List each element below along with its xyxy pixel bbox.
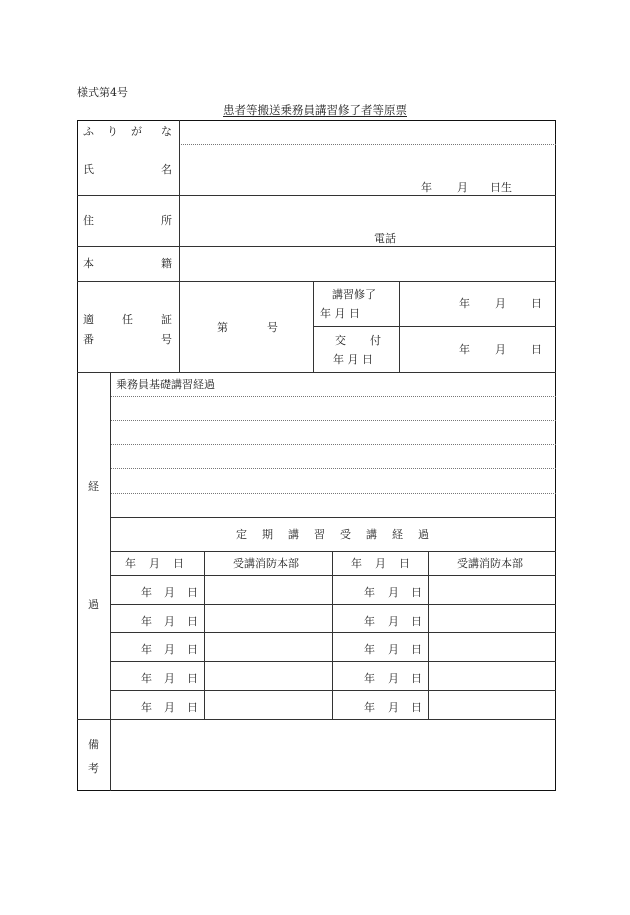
furigana-char-1: ふ bbox=[83, 125, 94, 138]
basic-line-5 bbox=[110, 493, 556, 494]
basic-line-4 bbox=[110, 468, 556, 469]
row1-day-right: 日 bbox=[411, 586, 422, 599]
history-label-1: 経 bbox=[88, 480, 99, 493]
row5-year-right: 年 bbox=[364, 701, 375, 714]
periodic-col-1 bbox=[204, 551, 205, 719]
remarks-field[interactable] bbox=[111, 720, 555, 790]
row1-month-left: 月 bbox=[164, 586, 175, 599]
periodic-title-7: 経 bbox=[392, 528, 403, 541]
row1-year-left: 年 bbox=[141, 586, 152, 599]
name-label-2: 名 bbox=[161, 163, 172, 176]
row2-month-left: 月 bbox=[164, 615, 175, 628]
row4-day-left: 日 bbox=[187, 672, 198, 685]
periodic-col-3 bbox=[428, 551, 429, 719]
row1-year-right: 年 bbox=[364, 586, 375, 599]
cert-label-1: 適 bbox=[83, 313, 94, 326]
periodic-title-4: 習 bbox=[314, 528, 325, 541]
furigana-char-3: が bbox=[131, 125, 142, 138]
periodic-title-line bbox=[110, 551, 556, 552]
row-line-cert bbox=[77, 372, 556, 373]
row2-year-left: 年 bbox=[141, 615, 152, 628]
remarks-label-2: 考 bbox=[88, 762, 99, 775]
birth-month: 月 bbox=[457, 181, 468, 194]
row1-month-right: 月 bbox=[388, 586, 399, 599]
cert-label-4: 番 bbox=[83, 333, 94, 346]
row2-year-right: 年 bbox=[364, 615, 375, 628]
cert-number-divider bbox=[313, 281, 314, 372]
basic-line-1 bbox=[110, 396, 556, 397]
periodic-title-5: 受 bbox=[340, 528, 351, 541]
honseki-field[interactable] bbox=[180, 247, 555, 280]
col-station-left: 受講消防本部 bbox=[233, 557, 299, 570]
furigana-field[interactable] bbox=[180, 121, 555, 143]
col-station-right: 受講消防本部 bbox=[457, 557, 523, 570]
birth-year: 年 bbox=[421, 181, 432, 194]
row3-day-right: 日 bbox=[411, 643, 422, 656]
cert-label-3: 証 bbox=[161, 313, 172, 326]
form-title: 患者等搬送乗務員講習修了者等原票 bbox=[223, 103, 407, 117]
completion-date-day: 日 bbox=[531, 297, 542, 310]
col-date-year-left: 年 bbox=[125, 557, 136, 570]
row3-year-left: 年 bbox=[141, 643, 152, 656]
birth-day: 日生 bbox=[490, 181, 512, 194]
address-label-2: 所 bbox=[161, 214, 172, 227]
row3-day-left: 日 bbox=[187, 643, 198, 656]
row2-day-right: 日 bbox=[411, 615, 422, 628]
cert-label-5: 号 bbox=[161, 333, 172, 346]
periodic-row-line-2 bbox=[110, 632, 556, 633]
periodic-col-2 bbox=[332, 551, 333, 719]
cert-no-suffix: 号 bbox=[267, 321, 278, 334]
periodic-header-line bbox=[110, 575, 556, 576]
col-date-month-right: 月 bbox=[375, 557, 386, 570]
row3-month-right: 月 bbox=[388, 643, 399, 656]
name-label-1: 氏 bbox=[83, 163, 94, 176]
row5-month-left: 月 bbox=[164, 701, 175, 714]
completion-label: 講習修了 bbox=[332, 288, 376, 301]
address-label-1: 住 bbox=[83, 214, 94, 227]
furigana-char-2: り bbox=[107, 125, 118, 138]
row2-day-left: 日 bbox=[187, 615, 198, 628]
row-line-completion bbox=[313, 326, 556, 327]
periodic-row-line-1 bbox=[110, 604, 556, 605]
completion-ymd-label: 年 月 日 bbox=[320, 307, 360, 320]
periodic-title-8: 過 bbox=[418, 528, 429, 541]
completion-date-year: 年 bbox=[459, 297, 470, 310]
issue-label-2: 付 bbox=[370, 334, 381, 347]
row4-year-left: 年 bbox=[141, 672, 152, 685]
issue-date-day: 日 bbox=[531, 343, 542, 356]
row2-month-right: 月 bbox=[388, 615, 399, 628]
periodic-row-line-4 bbox=[110, 690, 556, 691]
periodic-title-3: 講 bbox=[288, 528, 299, 541]
remarks-label-1: 備 bbox=[88, 738, 99, 751]
history-label-2: 過 bbox=[88, 598, 99, 611]
periodic-row-line-3 bbox=[110, 661, 556, 662]
basic-end-line bbox=[110, 517, 556, 518]
row1-day-left: 日 bbox=[187, 586, 198, 599]
col-date-year-right: 年 bbox=[351, 557, 362, 570]
col-date-day-left: 日 bbox=[173, 557, 184, 570]
row4-month-right: 月 bbox=[388, 672, 399, 685]
row5-day-left: 日 bbox=[187, 701, 198, 714]
periodic-title-6: 講 bbox=[366, 528, 377, 541]
cert-date-divider bbox=[399, 281, 400, 372]
periodic-title-1: 定 bbox=[236, 528, 247, 541]
row5-month-right: 月 bbox=[388, 701, 399, 714]
issue-label-1: 交 bbox=[335, 334, 346, 347]
row5-day-right: 日 bbox=[411, 701, 422, 714]
row4-day-right: 日 bbox=[411, 672, 422, 685]
basic-training-title: 乗務員基礎講習経過 bbox=[116, 378, 215, 391]
issue-date-year: 年 bbox=[459, 343, 470, 356]
basic-line-3 bbox=[110, 444, 556, 445]
row-line-honseki bbox=[77, 281, 556, 282]
row4-year-right: 年 bbox=[364, 672, 375, 685]
cert-label-2: 任 bbox=[122, 313, 133, 326]
row3-year-right: 年 bbox=[364, 643, 375, 656]
basic-line-2 bbox=[110, 420, 556, 421]
row3-month-left: 月 bbox=[164, 643, 175, 656]
phone-label: 電話 bbox=[374, 232, 396, 245]
col-date-month-left: 月 bbox=[149, 557, 160, 570]
completion-date-month: 月 bbox=[495, 297, 506, 310]
periodic-title-2: 期 bbox=[262, 528, 273, 541]
row4-month-left: 月 bbox=[164, 672, 175, 685]
name-field[interactable] bbox=[180, 145, 555, 194]
cert-no-prefix: 第 bbox=[217, 321, 228, 334]
issue-ymd-label: 年 月 日 bbox=[333, 353, 373, 366]
furigana-char-4: な bbox=[161, 125, 172, 138]
row5-year-left: 年 bbox=[141, 701, 152, 714]
col-date-day-right: 日 bbox=[399, 557, 410, 570]
address-field[interactable] bbox=[180, 196, 555, 245]
form-number: 様式第4号 bbox=[77, 86, 128, 99]
honseki-label-1: 本 bbox=[83, 257, 94, 270]
issue-date-month: 月 bbox=[495, 343, 506, 356]
honseki-label-2: 籍 bbox=[161, 257, 172, 270]
